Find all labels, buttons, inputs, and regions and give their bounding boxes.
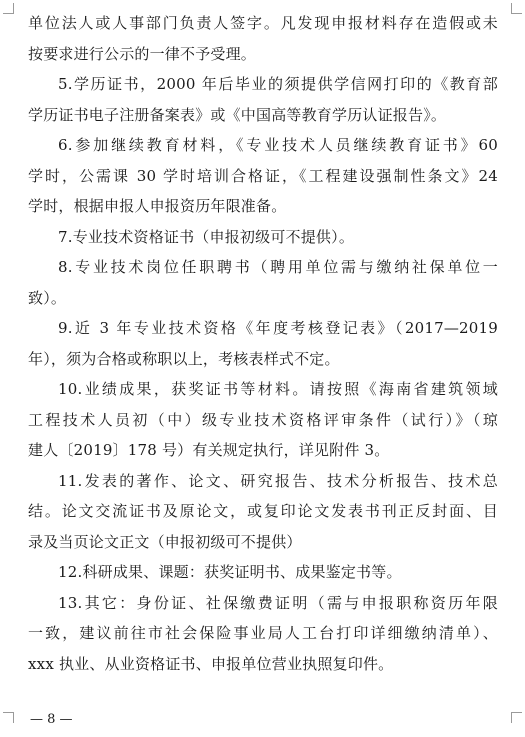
text-line: 年），须为合格或称职以上，考核表样式不定。 xyxy=(28,349,340,368)
crop-mark-top-left xyxy=(3,3,14,14)
crop-mark-top-right xyxy=(511,3,522,14)
text-line: 学时，公需课 30 学时培训合格证，《工程建设强制性条文》24 xyxy=(28,166,498,185)
crop-mark-bottom-left xyxy=(3,712,14,723)
text-line-item-11: 11.发表的著作、论文、研究报告、技术分析报告、技术总 xyxy=(58,471,498,490)
page-number: — 8 — xyxy=(30,712,73,727)
crop-mark-bottom-right xyxy=(511,712,522,723)
text-line: 致）。 xyxy=(28,288,67,307)
text-line: 录及当页论文正文（申报初级可不提供） xyxy=(28,532,302,551)
text-line-item-5: 5.学历证书，2000 年后毕业的须提供学信网打印的《教育部 xyxy=(58,75,498,93)
text-line-item-12: 12.科研成果、课题：获奖证明书、成果鉴定书等。 xyxy=(58,563,402,581)
text-line-item-6: 6.参加继续教育材料，《专业技术人员继续教育证书》60 xyxy=(58,136,498,154)
text-line: 单位法人或人事部门负责人签字。凡发现申报材料存在造假或未 xyxy=(28,14,498,32)
document-body xyxy=(28,8,498,679)
text-line-item-7: 7.专业技术资格证书（申报初级可不提供）。 xyxy=(58,227,355,246)
text-line: 学历证书电子注册备案表》或《中国高等教育学历认证报告》。 xyxy=(28,105,447,124)
text-line: xxx 执业、从业资格证书、申报单位营业执照复印件。 xyxy=(28,654,394,673)
text-line: 工程技术人员初（中）级专业技术资格评审条件（试行）》（琼 xyxy=(28,410,498,429)
text-line-item-10: 10.业绩成果，获奖证书等材料。请按照《海南省建筑领域 xyxy=(58,380,498,398)
text-line: 按要求进行公示的一律不予受理。 xyxy=(28,44,257,63)
text-line: 一致，建议前往市社会保险事业局人工台打印详细缴纳清单）、 xyxy=(28,624,498,642)
text-line-item-9: 9.近 3 年专业技术资格《年度考核登记表》（2017—2019 xyxy=(58,319,498,337)
text-line-item-13: 13.其它：身份证、社保缴费证明（需与申报职称资历年限 xyxy=(58,593,498,612)
text-line: 学时，根据申报人申报资历年限准备。 xyxy=(28,197,287,215)
text-line: 建人〔2019〕178 号）有关规定执行，详见附件 3。 xyxy=(28,441,390,459)
text-line: 结。论文交流证书及原论文，或复印论文发表书刊正反封面、目 xyxy=(28,502,498,520)
text-line-item-8: 8.专业技术岗位任职聘书（聘用单位需与缴纳社保单位一 xyxy=(58,258,498,276)
